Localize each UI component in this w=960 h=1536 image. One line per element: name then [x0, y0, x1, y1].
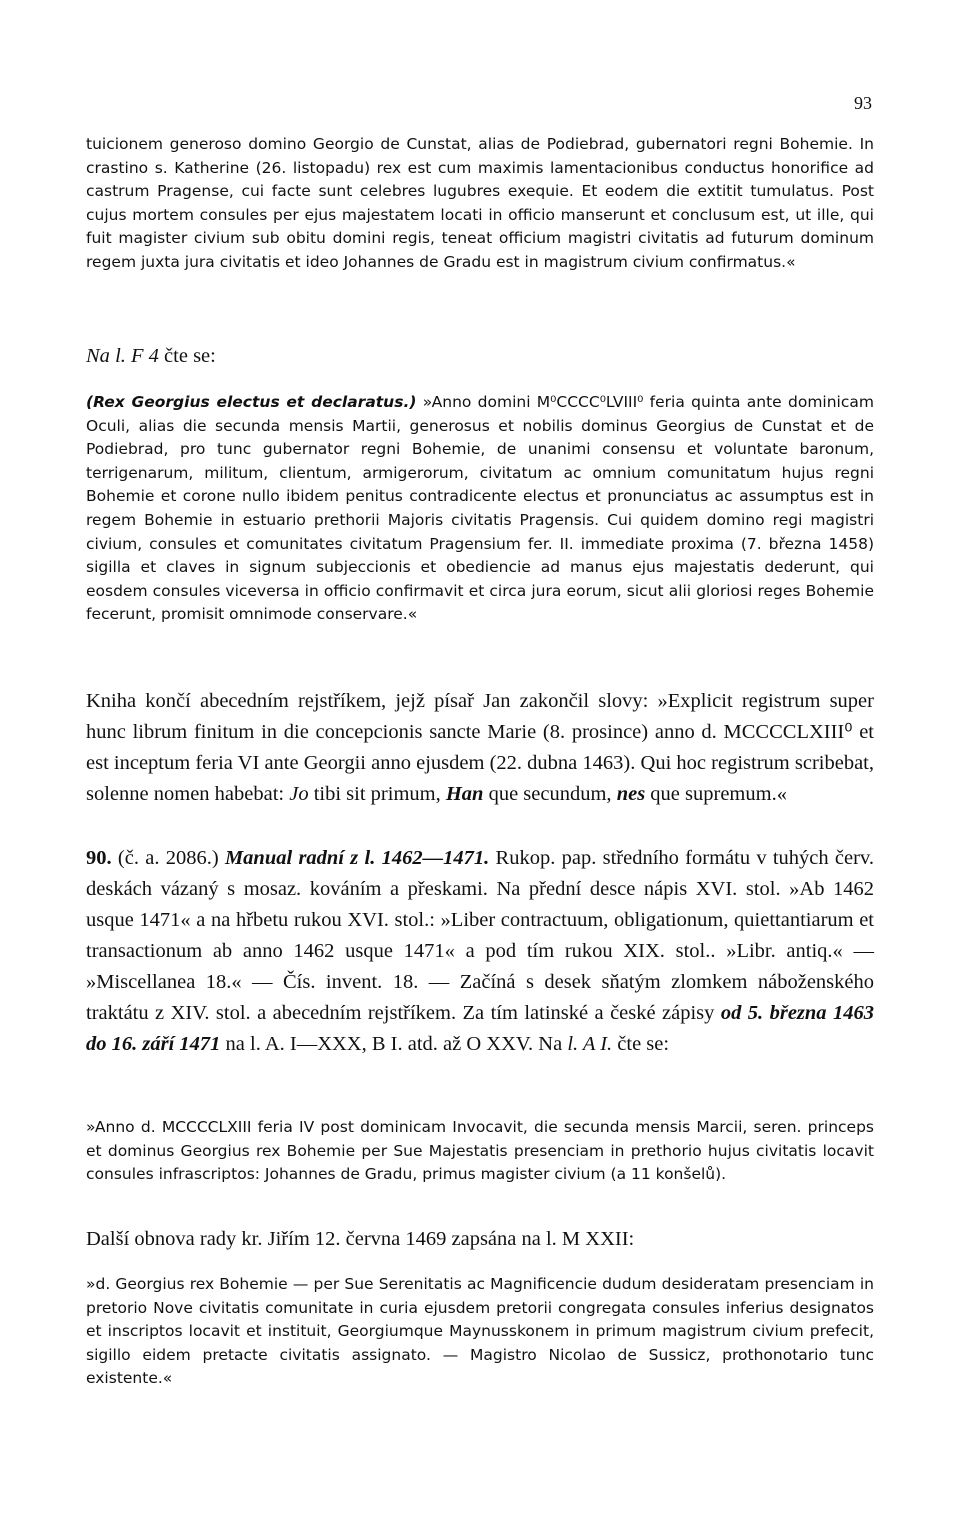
entry-number: 90. — [86, 847, 112, 869]
paragraph-election-record — [86, 391, 874, 627]
paragraph-council-renewal: Další obnova rady kr. Jiřím 12. června 1469 zapsána na l. M XXII: — [86, 1228, 635, 1250]
note-prefix: Na — [86, 345, 110, 367]
paragraph-council-1463: »Anno d. MCCCCLXIII feria IV post dominicam Invocavit, die secunda mensis Marcii, seren. princeps et dominus Georgius rex Bohemie per Sue Majestatis presenciam in prethorio hujus civitatis locavit consules infrascriptos: Johannes de Gradu, primus magister civium (a 11 konšelů). — [86, 1118, 874, 1184]
paragraph-explicit: Kniha končí abecedním rejstříkem, jejž písař Jan zakončil slovy: »Explicit registrum super hunc librum finitum in die concepcionis sancte Marie (8. prosince) anno d. MCCCCLXIII⁰ et est inceptum feria VI ante Georgii anno ejusdem (22. dubna 1463). Qui hoc registrum scribebat, solenne nomen habebat: Jo tibi sit primum, Han que secundum, nes que supremum.« — [86, 690, 874, 805]
rubric-heading: (Rex Georgius electus et declaratus.) — [86, 393, 417, 411]
note-folio: F 4 — [131, 345, 159, 367]
paragraph-chronicle-continuation: tuicionem generoso domino Georgio de Cunstat, alias de Podiebrad, gubernatori regni Bohemie. In crastino s. Katherine (26. listopadu) rex est cum maximis lamentacionibus conductus honorifice ad castrum Pragense, cui facte sunt celebres lugubres exequie. Et eodem die extitit tumulatus. Post cujus mortem consules per ejus majestatem locati in officio manserunt et conclusum est, ut ille, qui fuit magister civium sub obitu domini regis, teneat officium magistri civitatis ad futurum dominum regem juxta jura civitatis et ideo Johannes de Gradu est in magistrum civium confirmatus.« — [86, 135, 874, 271]
entry-title: Manual radní z l. 1462—1471. — [224, 847, 490, 869]
note-leaf: l. — [115, 345, 126, 367]
name-fragment-nes: nes — [616, 783, 646, 805]
manuscript-note — [86, 345, 874, 368]
election-text: »Anno domini M⁰CCCC⁰LVIII⁰ feria quinta ante dominicam Oculi, alias die secunda mensis Martii, generosus et nobilis dominus Georgius de Cunstat et de Podiebrad, pro tunc gubernator regni Bohemie, de unanimi consensu et voluntate baronum, terrigenarum, militum, clientum, armigerorum, civitatum ac omnium comunitatum hujus regni Bohemie et corone nullo ibidem penitus contradicente electus et pronunciatus ac assumptus est in regem Bohemie in estuario prethorii Majoris civitatis Pragensis. Cui quidem domino regi magistri civium, consules et comunitates civitatum Pragensium fer. II. immediate proxima (7. března 1458) sigilla et claves in signum subjeccionis et obediencie ad manus ejus majestatis dederunt, qui eosdem consules viceversa in officio confirmavit et circa jura eorum, sicut alii gloriosi reges Bohemie fecerunt, promisit omnimode conservare.« — [86, 393, 874, 624]
paragraph-council-1469: »d. Georgius rex Bohemie — per Sue Serenitatis ac Magnificencie dudum desideratam presenciam in pretorio Nove civitatis comunitate in curia ejusdem pretorii congregata consules inferius designatos et inscriptos locavit et instituit, Georgiumque Maynusskonem in primum magistrum civium prefecit, sigillo eidem pretacte civitatis assignato. — Magistro Nicolao de Sussicz, prothonotario tunc existente.« — [86, 1275, 874, 1388]
paragraph-manuscript-entry: 90. (č. a. 2086.) Manual radní z l. 1462—1471. Rukop. pap. středního formátu v tuhých červ. deskách vázaný s mosaz. kováním a přeskami. Na přední desce nápis XVI. stol. »Ab 1462 usque 1471« a na hřbetu rukou XVI. stol.: »Liber contractuum, obligationum, quiettantiarum et transactionum ab anno 1462 usque 1471« a pod tím rukou XIX. stol.. »Libr. antiq.« — »Miscellanea 18.« — Čís. invent. 18. — Začíná s desek sňatým zlomkem náboženského traktátu z XIV. stol. a abecedním rejstříkem. Za tím latinské a české zápisy od 5. března 1463 do 16. září 1471 na l. A. I—XXX, B I. atd. až O XXV. Na l. A I. čte se: — [86, 847, 874, 1055]
entry-dates: od 5. března 1463 do 16. září 1471 — [86, 1002, 874, 1055]
entry-folio: l. A I. — [567, 1033, 613, 1055]
note-suffix: čte se: — [158, 345, 216, 367]
page-number: 93 — [854, 93, 872, 113]
name-fragment-han: Han — [445, 783, 484, 805]
name-fragment-jo: Jo — [289, 783, 309, 805]
